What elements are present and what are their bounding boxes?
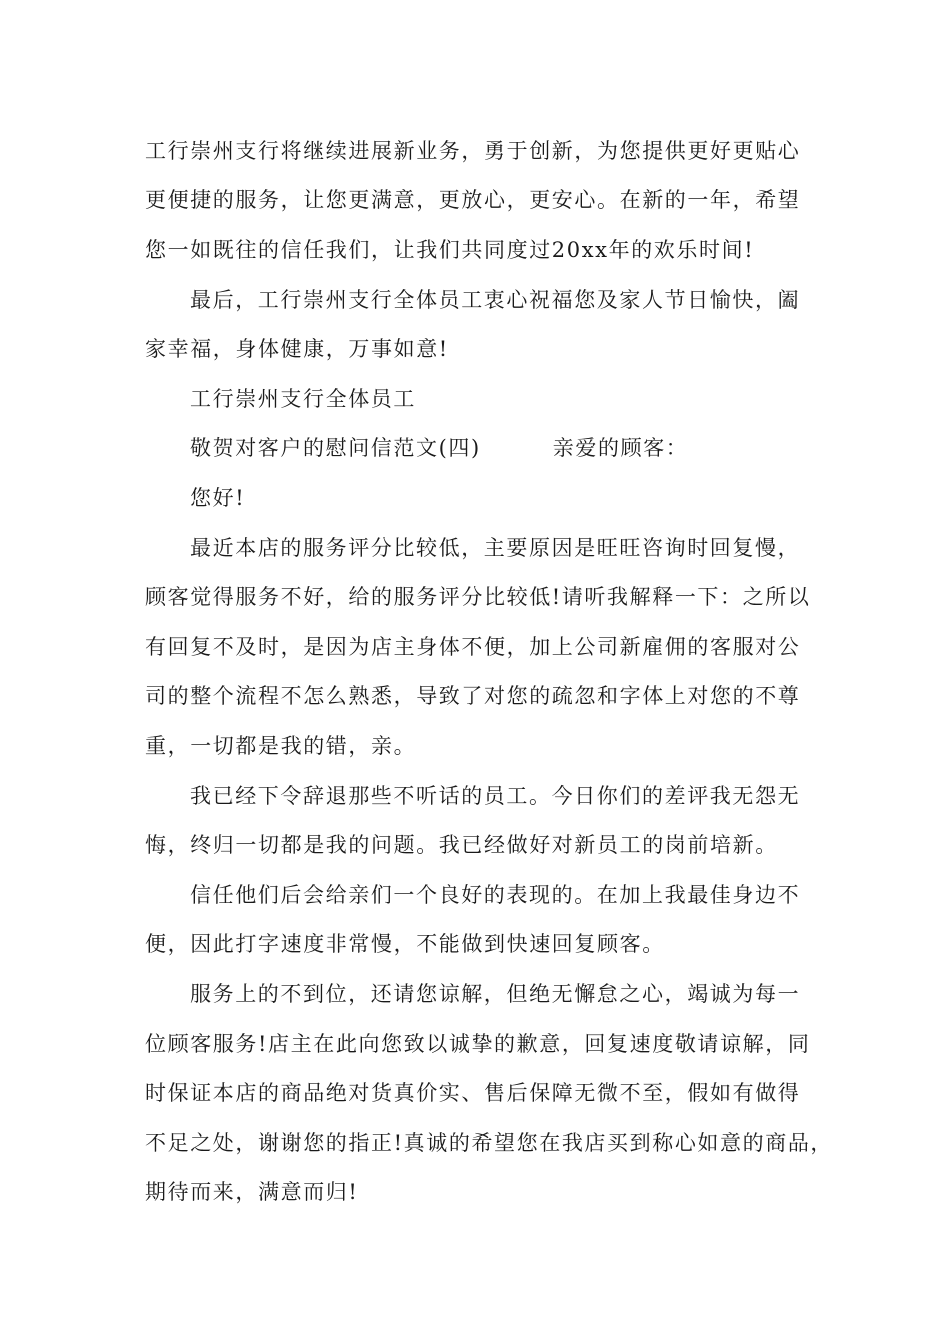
greeting-line: 您好! bbox=[190, 486, 246, 510]
paragraph-line: 最后，工行崇州支行全体员工衷心祝福您及家人节日愉快，阖 bbox=[190, 288, 801, 312]
paragraph-line: 重，一切都是我的错，亲。 bbox=[145, 734, 417, 758]
paragraph-line: 期待而来，满意而归! bbox=[145, 1180, 359, 1204]
paragraph-line: 我已经下令辞退那些不听话的员工。今日你们的差评我无怨无 bbox=[190, 784, 801, 808]
paragraph-line: 有回复不及时，是因为店主身体不便，加上公司新雇佣的客服对公 bbox=[145, 635, 801, 659]
paragraph-line: 家幸福，身体健康，万事如意! bbox=[145, 337, 449, 361]
salutation: 亲爱的顾客： bbox=[552, 436, 689, 460]
paragraph-line: 更便捷的服务，让您更满意，更放心，更安心。在新的一年，希望 bbox=[145, 188, 801, 212]
paragraph-line: 悔，终归一切都是我的问题。我已经做好对新员工的岗前培新。 bbox=[145, 833, 778, 857]
paragraph-line: 工行崇州支行将继续进展新业务，勇于创新，为您提供更好更贴心 bbox=[145, 139, 801, 163]
letter-title: 敬贺对客户的慰问信范文(四) bbox=[190, 436, 481, 460]
paragraph-line: 位顾客服务!店主在此向您致以诚挚的歉意，回复速度敬请谅解，同 bbox=[145, 1032, 811, 1056]
paragraph-line: 服务上的不到位，还请您谅解，但绝无懈怠之心，竭诚为每一 bbox=[190, 982, 801, 1006]
paragraph-line: 时保证本店的商品绝对货真价实、售后保障无微不至，假如有做得 bbox=[145, 1081, 801, 1105]
paragraph-line: 信任他们后会给亲们一个良好的表现的。在加上我最佳身边不 bbox=[190, 883, 801, 907]
paragraph-line: 便，因此打字速度非常慢，不能做到快速回复顾客。 bbox=[145, 932, 665, 956]
letter-heading-line bbox=[190, 428, 835, 468]
paragraph-line: 您一如既往的信任我们，让我们共同度过20xx年的欢乐时间! bbox=[145, 238, 755, 262]
signature-line: 工行崇州支行全体员工 bbox=[190, 387, 416, 411]
paragraph-line: 顾客觉得服务不好，给的服务评分比较低!请听我解释一下：之所以 bbox=[145, 585, 811, 609]
paragraph-line: 司的整个流程不怎么熟悉，导致了对您的疏忽和字体上对您的不尊 bbox=[145, 684, 801, 708]
paragraph-line: 不足之处，谢谢您的指正!真诚的希望您在我店买到称心如意的商品， bbox=[145, 1131, 834, 1155]
paragraph-line: 最近本店的服务评分比较低，主要原因是旺旺咨询时回复慢， bbox=[190, 536, 801, 560]
